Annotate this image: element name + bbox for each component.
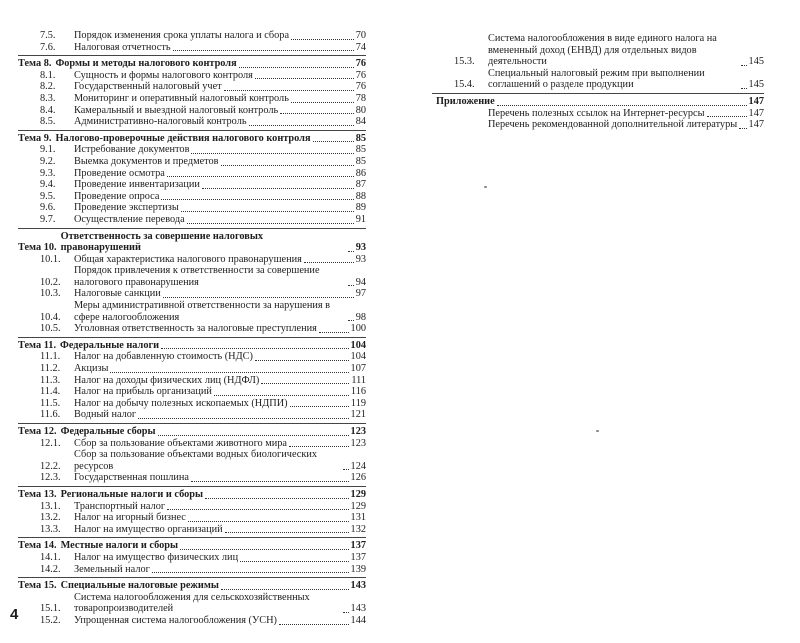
toc-dot-leader xyxy=(191,481,349,482)
toc-dot-leader xyxy=(161,199,353,200)
toc-page-number: 100 xyxy=(350,323,366,335)
toc-theme-entry xyxy=(18,577,366,592)
toc-page-number: 104 xyxy=(350,339,366,351)
toc-dot-leader xyxy=(225,532,349,533)
toc-dot-leader xyxy=(319,332,349,333)
toc-dot-leader xyxy=(313,141,354,142)
toc-entry-title: Проведение опроса xyxy=(74,190,160,202)
toc-entry-number: 9.5. xyxy=(40,190,56,202)
toc-entry-title: Уголовная ответственность за налоговые преступления xyxy=(74,323,317,335)
toc-sub-entry xyxy=(18,30,366,42)
toc-sub-entry xyxy=(18,438,366,450)
toc-entry-title: Налог на доходы физических лиц (НДФЛ) xyxy=(74,374,260,386)
toc-entry-title: Проведение экспертизы xyxy=(74,202,179,214)
toc-entry-title: Сбор за пользование объектами животного мира xyxy=(74,437,288,449)
toc-entry-number: 13.1. xyxy=(40,500,61,512)
toc-page-number: 74 xyxy=(355,41,366,53)
toc-dot-leader xyxy=(152,572,349,573)
toc-page-number: 137 xyxy=(350,551,366,563)
toc-theme-entry xyxy=(18,423,366,438)
toc-page-number: 147 xyxy=(748,107,764,119)
toc-entry-number: 8.1. xyxy=(40,69,56,81)
toc-sub-entry xyxy=(18,351,366,363)
toc-dot-leader xyxy=(239,67,354,68)
toc-dot-leader xyxy=(739,128,746,129)
toc-dot-leader xyxy=(261,383,349,384)
toc-sub-entry xyxy=(18,265,366,288)
toc-entry-title: Федеральные сборы xyxy=(60,426,156,437)
toc-entry-number: 11.6. xyxy=(40,409,61,421)
toc-dot-leader xyxy=(280,113,354,114)
toc-sub-entry xyxy=(432,33,764,68)
toc-theme-entry xyxy=(18,130,366,145)
toc-theme-entry xyxy=(18,55,366,70)
toc-page-number: 123 xyxy=(350,426,366,437)
toc-page-number: 98 xyxy=(355,311,366,323)
toc-sub-entry xyxy=(18,42,366,54)
toc-dot-leader xyxy=(214,395,349,396)
toc-dot-leader xyxy=(304,262,354,263)
toc-sub-entry xyxy=(18,254,366,266)
toc-dot-leader xyxy=(110,372,348,373)
toc-dot-leader xyxy=(188,521,349,522)
toc-page-number: 121 xyxy=(350,409,366,421)
toc-sub-entry xyxy=(18,288,366,300)
toc-entry-title: Налог на добычу полезных ископаемых (НДПИ) xyxy=(74,397,288,409)
toc-page-number: 104 xyxy=(350,351,366,363)
toc-right-column xyxy=(432,33,764,131)
toc-entry-number: 10.2. xyxy=(40,276,61,288)
toc-entry-number: 14.1. xyxy=(40,551,61,563)
toc-entry-title: Налог на имущество физических лиц xyxy=(74,551,239,563)
toc-entry-number: 13.3. xyxy=(40,523,61,535)
toc-page-number: 139 xyxy=(350,563,366,575)
toc-entry-title: Специальные налоговые режимы xyxy=(60,580,219,592)
toc-entry-number: Тема 14. xyxy=(18,540,57,552)
toc-entry-title: Специальный налоговый режим при выполнении соглашений о разделе продукции xyxy=(488,67,705,91)
toc-dot-leader xyxy=(255,360,349,361)
scan-speck xyxy=(596,430,599,432)
toc-page-number: 80 xyxy=(355,104,366,116)
toc-entry-number: 9.2. xyxy=(40,155,56,167)
toc-entry-number: 10.4. xyxy=(40,311,61,323)
toc-entry-number: 11.2. xyxy=(40,363,61,375)
toc-dot-leader xyxy=(291,102,354,103)
toc-page-number: 94 xyxy=(355,276,366,288)
toc-page-number: 70 xyxy=(355,30,366,41)
toc-entry-title: Проведение осмотра xyxy=(74,167,165,179)
toc-page-number: 143 xyxy=(350,580,366,592)
toc-dot-leader xyxy=(279,624,349,625)
toc-page-number: 129 xyxy=(350,500,366,512)
toc-entry-title: Налогово-проверочные действия налогового контроля xyxy=(55,132,311,144)
toc-page-number: 93 xyxy=(355,242,366,254)
toc-entry-number: Тема 15. xyxy=(18,580,57,592)
toc-sub-entry xyxy=(18,81,366,93)
toc-entry-title: Мониторинг и оперативный налоговый контроль xyxy=(74,92,289,104)
toc-dot-leader xyxy=(741,65,747,66)
toc-sub-entry xyxy=(18,300,366,323)
toc-entry-title: Осуществление перевода xyxy=(74,213,185,225)
toc-dot-leader xyxy=(343,612,349,613)
toc-page-number: 85 xyxy=(355,155,366,167)
toc-entry-title: Федеральные налоги xyxy=(60,339,160,351)
toc-dot-leader xyxy=(167,176,354,177)
toc-dot-leader xyxy=(158,435,349,436)
toc-entry-number: 9.7. xyxy=(40,213,56,225)
toc-entry-number: 8.3. xyxy=(40,92,56,104)
toc-entry-title: Меры административной ответственности за нарушения в сфере налогообложения xyxy=(74,300,331,323)
toc-entry-number: 12.1. xyxy=(40,437,61,449)
toc-entry-title: Камеральный и выездной налоговый контроль xyxy=(74,104,279,116)
toc-sub-entry xyxy=(432,119,764,131)
toc-dot-leader xyxy=(221,165,354,166)
toc-page-number: 124 xyxy=(350,460,366,472)
toc-left-column xyxy=(18,30,366,627)
toc-sub-entry xyxy=(432,68,764,91)
toc-sub-entry xyxy=(18,179,366,191)
toc-sub-entry xyxy=(18,501,366,513)
toc-page-number: 119 xyxy=(350,397,366,409)
toc-dot-leader xyxy=(191,153,353,154)
toc-entry-number: Тема 10. xyxy=(18,242,57,254)
toc-entry-number: 8.5. xyxy=(40,116,56,128)
toc-dot-leader xyxy=(180,549,349,550)
toc-entry-title: Транспортный налог xyxy=(74,500,166,512)
toc-entry-number: 9.3. xyxy=(40,167,56,179)
toc-page-number: 86 xyxy=(355,167,366,179)
toc-entry-title: Перечень полезных ссылок на Интернет-ресурсы xyxy=(488,107,705,119)
toc-theme-entry xyxy=(432,93,764,108)
toc-entry-number: 7.6. xyxy=(40,41,56,53)
toc-entry-number: 11.5. xyxy=(40,397,61,409)
toc-entry-title: Выемка документов и предметов xyxy=(74,155,219,167)
toc-theme-entry xyxy=(18,228,366,254)
toc-entry-title: Налог на игорный бизнес xyxy=(74,512,186,524)
toc-page-number: 144 xyxy=(350,614,366,626)
toc-entry-number: 11.1. xyxy=(40,351,61,363)
toc-dot-leader xyxy=(249,125,354,126)
toc-sub-entry xyxy=(18,512,366,524)
toc-sub-entry xyxy=(18,191,366,203)
toc-theme-entry xyxy=(18,486,366,501)
toc-sub-entry xyxy=(18,168,366,180)
toc-sub-entry xyxy=(18,363,366,375)
scan-speck xyxy=(484,186,487,188)
toc-page-number: 137 xyxy=(350,540,366,552)
toc-page-number: 85 xyxy=(355,144,366,156)
toc-entry-title: Ответственность за совершение налоговых правонарушений xyxy=(60,230,264,254)
toc-sub-entry xyxy=(18,615,366,627)
toc-entry-title: Истребование документов xyxy=(74,144,190,156)
toc-entry-number: 10.1. xyxy=(40,253,61,265)
toc-entry-title: Система налогообложения для сельскохозяйственных товаропроизводителей xyxy=(74,591,310,615)
toc-page-number: 85 xyxy=(355,132,366,144)
toc-dot-leader xyxy=(221,589,349,590)
toc-entry-number: 10.3. xyxy=(40,288,61,300)
toc-entry-number: 15.4. xyxy=(454,79,475,91)
toc-page-number: 145 xyxy=(748,56,764,68)
toc-entry-number: 12.3. xyxy=(40,472,61,484)
toc-entry-number: Тема 11. xyxy=(18,339,57,351)
toc-sub-entry xyxy=(18,93,366,105)
toc-entry-title: Порядок изменения срока уплаты налога и сбора xyxy=(74,30,290,41)
toc-entry-title: Налог на прибыль организаций xyxy=(74,386,212,398)
toc-dot-leader xyxy=(187,223,354,224)
toc-sub-entry xyxy=(18,564,366,576)
toc-entry-title: Сущность и формы налогового контроля xyxy=(74,69,253,81)
toc-sub-entry xyxy=(18,398,366,410)
toc-sub-entry xyxy=(18,202,366,214)
toc-page-number: 84 xyxy=(355,116,366,128)
toc-page-number: 78 xyxy=(355,92,366,104)
toc-entry-number: Тема 9. xyxy=(18,132,52,144)
toc-entry-number: 13.2. xyxy=(40,512,61,524)
toc-dot-leader xyxy=(167,509,348,510)
toc-entry-number: 10.5. xyxy=(40,323,61,335)
toc-page-number: 93 xyxy=(355,253,366,265)
toc-entry-title: Система налогообложения в виде единого налога на вмененный доход (ЕНВД) для отдельных видов деятельности xyxy=(488,33,717,68)
toc-sub-entry xyxy=(18,323,366,335)
toc-page-number: 76 xyxy=(355,58,366,70)
toc-page-number: 132 xyxy=(350,523,366,535)
toc-page-number: 76 xyxy=(355,81,366,93)
toc-page-number: 126 xyxy=(350,472,366,484)
toc-entry-number: 15.3. xyxy=(454,56,475,68)
toc-page-number: 88 xyxy=(355,190,366,202)
toc-page-number: 107 xyxy=(350,363,366,375)
toc-dot-leader xyxy=(173,50,354,51)
toc-entry-title: Приложение xyxy=(436,95,495,107)
toc-entry-title: Государственная пошлина xyxy=(74,472,190,484)
toc-entry-number: 9.6. xyxy=(40,202,56,214)
toc-page-number: 116 xyxy=(350,386,366,398)
toc-dot-leader xyxy=(138,418,348,419)
toc-entry-number: 12.2. xyxy=(40,460,61,472)
toc-dot-leader xyxy=(202,188,354,189)
toc-entry-title: Налоговая отчетность xyxy=(74,41,171,53)
toc-sub-entry xyxy=(18,552,366,564)
toc-entry-title: Акцизы xyxy=(74,363,109,375)
toc-sub-entry xyxy=(18,70,366,82)
toc-page-number: 129 xyxy=(350,488,366,500)
toc-entry-number: 7.5. xyxy=(40,30,56,41)
toc-page-number: 145 xyxy=(748,79,764,91)
toc-entry-number: 15.2. xyxy=(40,614,61,626)
toc-sub-entry xyxy=(18,156,366,168)
toc-sub-entry xyxy=(432,108,764,120)
toc-entry-number: 11.4. xyxy=(40,386,61,398)
toc-entry-title: Упрощенная система налогообложения (УСН) xyxy=(74,614,277,626)
toc-page-number: 76 xyxy=(355,69,366,81)
toc-page-number: 97 xyxy=(355,288,366,300)
toc-entry-title: Водный налог xyxy=(74,409,137,421)
toc-entry-number: 11.3. xyxy=(40,374,61,386)
toc-dot-leader xyxy=(707,116,747,117)
toc-entry-title: Региональные налоги и сборы xyxy=(60,488,203,500)
toc-page-number: 147 xyxy=(748,95,764,107)
toc-entry-number: Тема 12. xyxy=(18,426,57,437)
toc-dot-leader xyxy=(348,285,354,286)
toc-page-number: 147 xyxy=(748,119,764,131)
toc-dot-leader xyxy=(348,251,354,252)
toc-entry-title: Порядок привлечения к ответственности за совершение налогового правонарушения xyxy=(74,265,320,288)
toc-page-number: 123 xyxy=(350,437,366,449)
toc-entry-title: Налог на имущество организаций xyxy=(74,523,223,535)
toc-sub-entry xyxy=(18,524,366,536)
toc-dot-leader xyxy=(224,90,354,91)
toc-entry-title: Налоговые санкции xyxy=(74,288,161,300)
toc-sub-entry xyxy=(18,592,366,615)
toc-entry-title: Местные налоги и сборы xyxy=(60,540,179,552)
page-number: 4 xyxy=(10,606,19,623)
toc-dot-leader xyxy=(255,78,354,79)
toc-dot-leader xyxy=(181,211,354,212)
toc-entry-title: Налог на добавленную стоимость (НДС) xyxy=(74,351,253,363)
toc-sub-entry xyxy=(18,375,366,387)
toc-page-number: 89 xyxy=(355,202,366,214)
toc-theme-entry xyxy=(18,537,366,552)
toc-dot-leader xyxy=(291,39,354,40)
toc-dot-leader xyxy=(741,88,747,89)
toc-entry-title: Проведение инвентаризации xyxy=(74,179,200,191)
toc-dot-leader xyxy=(240,561,348,562)
toc-entry-title: Общая характеристика налогового правонарушения xyxy=(74,253,302,265)
toc-entry-title: Государственный налоговый учет xyxy=(74,81,222,93)
toc-sub-entry xyxy=(18,214,366,226)
toc-entry-number: 8.2. xyxy=(40,81,56,93)
toc-page-number: 143 xyxy=(350,603,366,615)
toc-dot-leader xyxy=(163,297,354,298)
toc-dot-leader xyxy=(205,498,349,499)
toc-entry-title: Перечень рекомендованной дополнительной литературы xyxy=(488,119,738,131)
toc-dot-leader xyxy=(348,320,354,321)
toc-theme-entry xyxy=(18,337,366,352)
toc-dot-leader xyxy=(497,105,747,106)
toc-entry-number: 14.2. xyxy=(40,563,61,575)
toc-page-number: 111 xyxy=(351,374,366,386)
toc-sub-entry xyxy=(18,409,366,421)
toc-entry-number: 8.4. xyxy=(40,104,56,116)
toc-sub-entry xyxy=(18,449,366,472)
toc-sub-entry xyxy=(18,472,366,484)
toc-entry-number: 9.1. xyxy=(40,144,56,156)
toc-entry-title: Земельный налог xyxy=(74,563,150,575)
toc-page-number: 131 xyxy=(350,512,366,524)
toc-entry-title: Административно-налоговый контроль xyxy=(74,116,247,128)
toc-entry-number: Тема 13. xyxy=(18,488,57,500)
toc-page-number: 91 xyxy=(355,213,366,225)
toc-sub-entry xyxy=(18,116,366,128)
toc-sub-entry xyxy=(18,386,366,398)
toc-entry-title: Формы и методы налогового контроля xyxy=(55,58,237,70)
toc-dot-leader xyxy=(343,469,349,470)
toc-entry-title: Сбор за пользование объектами водных биологических ресурсов xyxy=(74,449,318,472)
toc-dot-leader xyxy=(290,406,349,407)
toc-entry-number: 15.1. xyxy=(40,603,61,615)
toc-sub-entry xyxy=(18,105,366,117)
toc-dot-leader xyxy=(289,446,349,447)
toc-entry-number: Тема 8. xyxy=(18,58,52,70)
toc-sub-entry xyxy=(18,144,366,156)
toc-page-number: 87 xyxy=(355,179,366,191)
toc-dot-leader xyxy=(161,348,348,349)
toc-entry-number: 9.4. xyxy=(40,179,56,191)
